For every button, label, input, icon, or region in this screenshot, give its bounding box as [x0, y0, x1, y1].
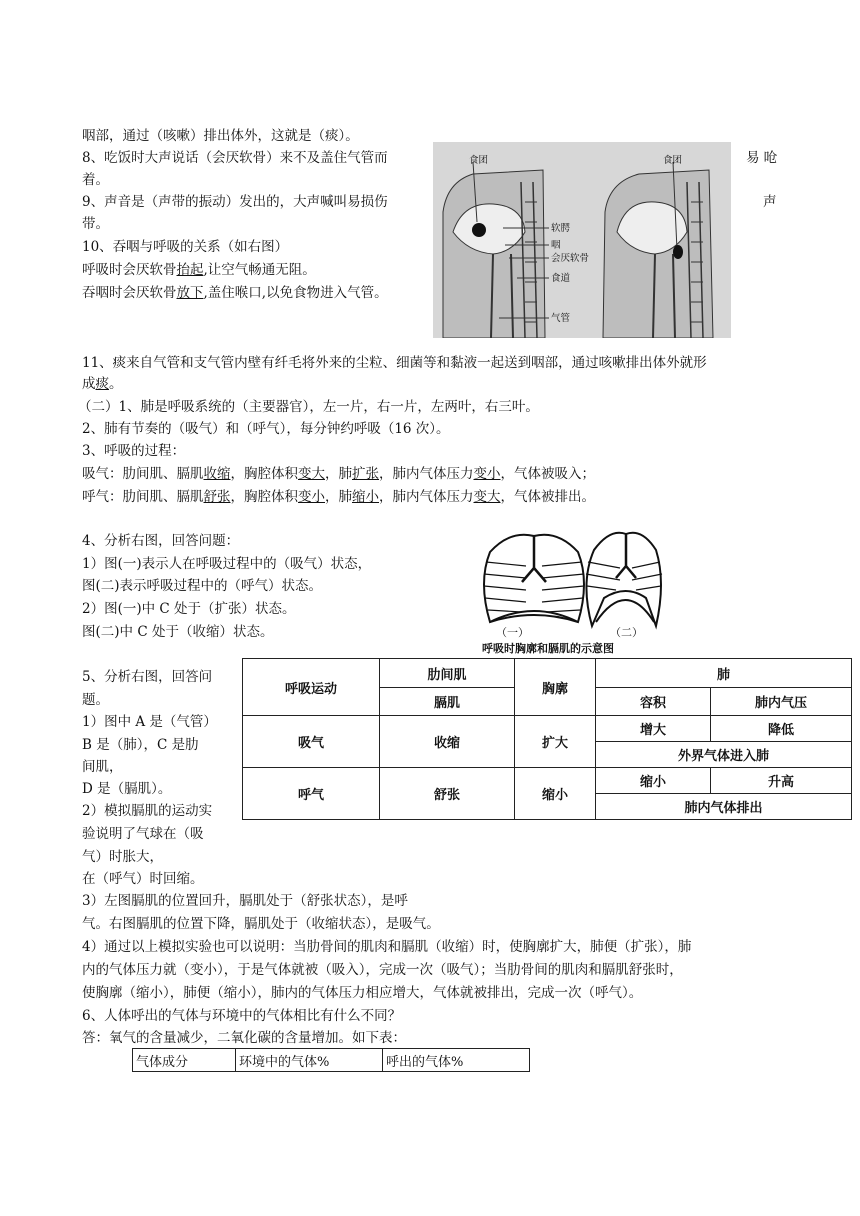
text-part: ，肺 [325, 489, 352, 505]
underlined-answer: 变大 [298, 466, 325, 482]
text-line: 2）模拟膈肌的运动实 [82, 803, 213, 819]
underlined-answer: 变小 [298, 489, 325, 505]
soft-palate-label: 软腭 [551, 223, 571, 234]
figure-one-label: （一） [496, 626, 529, 639]
exhale-volume-cell: 缩小 [596, 768, 711, 794]
text-line: 内的气体压力就（变小），于是气体就被（吸入），完成一次（吸气）；当肋骨间的肌肉和膈肌舒张时， [82, 962, 683, 978]
underlined-answer: 放下 [176, 285, 204, 301]
text-line: 1）图中 A 是（气管） [82, 714, 217, 730]
text-line: 4、分析右图，回答问题： [82, 533, 240, 549]
text-line: 在（呼气）时回缩。 [82, 871, 204, 887]
underlined-answer: 抬起 [176, 262, 204, 278]
text-line: 3）左图膈肌的位置回升，膈肌处于（舒张状态），是呼 [82, 893, 408, 909]
text-line: D 是（膈肌）。 [82, 781, 172, 797]
text-line: 间肌， [82, 759, 123, 775]
exhale-result-cell: 肺内气体排出 [596, 794, 852, 820]
text-line: 易 呛 [746, 150, 778, 166]
text-line: 咽部，通过（咳嗽）排出体外，这就是（痰）。 [82, 128, 359, 144]
text-line: 着。 [82, 172, 109, 188]
text-line: 10、吞咽与呼吸的关系（如右图） [82, 239, 289, 255]
inhale-pressure-cell: 降低 [711, 716, 852, 742]
header-movement: 呼吸运动 [243, 659, 380, 716]
header-intercostal: 肋间肌 [380, 659, 515, 688]
bolus-label-left: 食团 [469, 155, 489, 166]
text-line: 验说明了气球在（吸 [82, 826, 204, 842]
text-line: 声 [763, 194, 777, 210]
header-volume: 容积 [596, 688, 711, 716]
inhale-muscle-cell: 收缩 [380, 716, 515, 768]
gas-header-environment: 环境中的气体% [236, 1049, 383, 1072]
inhale-volume-cell: 增大 [596, 716, 711, 742]
text-part: 吸气：肋间肌、膈肌 [82, 466, 204, 482]
text-part: ，肺 [325, 466, 352, 482]
text-part: ，肺内气体压力 [379, 466, 474, 482]
text-line: 4）通过以上模拟实验也可以说明：当肋骨间的肌肉和膈肌（收缩）时，使胸廓扩大，肺便（扩张），肺 [82, 939, 692, 955]
text-line: 图(二)表示呼吸过程中的（呼气）状态。 [82, 578, 323, 594]
text-line: 2、肺有节奏的（吸气）和（呼气），每分钟约呼吸（16 次）。 [82, 421, 450, 437]
text-line [82, 283, 388, 303]
header-lung: 肺 [596, 659, 852, 688]
header-pressure: 肺内气压 [711, 688, 852, 716]
text-part: 。 [109, 376, 123, 392]
text-line: 气）时胀大， [82, 849, 163, 865]
text-part: ，胸腔体积 [230, 489, 298, 505]
underlined-answer: 舒张 [203, 489, 231, 505]
header-thorax: 胸廓 [515, 659, 596, 716]
throat-diagram [433, 142, 731, 338]
underlined-answer: 缩小 [352, 489, 379, 505]
text-part: ，气体被排出。 [500, 489, 595, 505]
gas-composition-table [132, 1048, 530, 1072]
text-line: 题。 [82, 692, 109, 708]
inhale-cell: 吸气 [243, 716, 380, 768]
respiration-table [242, 658, 852, 820]
text-part: 呼气：肋间肌、膈肌 [82, 489, 204, 505]
gas-header-component: 气体成分 [133, 1049, 236, 1072]
text-line: 气。右图膈肌的位置下降，膈肌处于（收缩状态），是吸气。 [82, 916, 440, 932]
text-line: 使胸廓（缩小），肺便（缩小），肺内的气体压力相应增大，气体就被排出，完成一次（呼气）。 [82, 985, 643, 1001]
exhale-pressure-cell: 升高 [711, 768, 852, 794]
text-part: ，胸腔体积 [230, 466, 298, 482]
text-line: 图(二)中 C 处于（收缩）状态。 [82, 624, 274, 640]
text-line: 11、痰来自气管和支气管内壁有纤毛将外来的尘粒、细菌等和黏液一起送到咽部，通过咳嗽排出体外就形 [82, 355, 707, 371]
trachea-label: 气管 [551, 313, 571, 324]
pharynx-label: 咽 [551, 240, 561, 251]
text-line: 1）图(一)表示人在呼吸过程中的（吸气）状态， [82, 556, 372, 572]
text-line: 8、吃饭时大声说话（会厌软骨）来不及盖住气管而 [82, 150, 388, 166]
text-line: 2）图(一)中 C 处于（扩张）状态。 [82, 601, 296, 617]
exhale-muscle-cell: 舒张 [380, 768, 515, 820]
epiglottis-label: 会厌软骨 [551, 253, 590, 264]
text-part: ,让空气畅通无阻。 [203, 262, 316, 278]
text-part: 吞咽时会厌软骨 [82, 285, 177, 301]
thorax-diaphragm-figure [470, 522, 666, 656]
exhale-cell: 呼气 [243, 768, 380, 820]
text-line: 答：氧气的含量减少，二氧化碳的含量增加。如下表： [82, 1030, 406, 1046]
underlined-answer: 扩张 [352, 466, 379, 482]
underlined-answer: 痰 [95, 376, 109, 392]
bolus-label-right: 食团 [663, 155, 683, 166]
text-part: ，气体被吸入； [500, 466, 595, 482]
text-part: 呼吸时会厌软骨 [82, 262, 177, 278]
underlined-answer: 收缩 [203, 466, 231, 482]
text-line: 9、声音是（声带的振动）发出的，大声喊叫易损伤 [82, 194, 388, 210]
underlined-answer: 变小 [473, 466, 501, 482]
text-line: （二）1、肺是呼吸系统的（主要器官），左一片，右一片，左两叶，右三叶。 [78, 399, 539, 415]
text-part: 成 [82, 376, 96, 392]
text-line: 6、人体呼出的气体与环境中的气体相比有什么不同？ [82, 1008, 402, 1024]
inhale-result-cell: 外界气体进入肺 [596, 742, 852, 768]
text-line [82, 487, 595, 507]
text-line: 带。 [82, 216, 109, 232]
text-line [82, 374, 123, 394]
gas-header-exhaled: 呼出的气体% [383, 1049, 530, 1072]
text-line: 5、分析右图，回答问 [82, 669, 213, 685]
exhale-thorax-cell: 缩小 [515, 768, 596, 820]
swallow-breath-figure [433, 142, 731, 338]
esophagus-label: 食道 [551, 273, 571, 284]
text-part: ，肺内气体压力 [379, 489, 474, 505]
text-line [82, 260, 316, 280]
text-line [82, 464, 595, 484]
text-part: ,盖住喉口,以免食物进入气管。 [203, 285, 388, 301]
figure-caption: 呼吸时胸廓和膈肌的示意图 [482, 642, 614, 655]
header-diaphragm: 膈肌 [380, 688, 515, 716]
text-line: 3、呼吸的过程： [82, 443, 186, 459]
figure-two-label: （二） [610, 626, 643, 639]
inhale-thorax-cell: 扩大 [515, 716, 596, 768]
underlined-answer: 变大 [473, 489, 501, 505]
text-line: B 是（肺），C 是肋 [82, 737, 199, 753]
